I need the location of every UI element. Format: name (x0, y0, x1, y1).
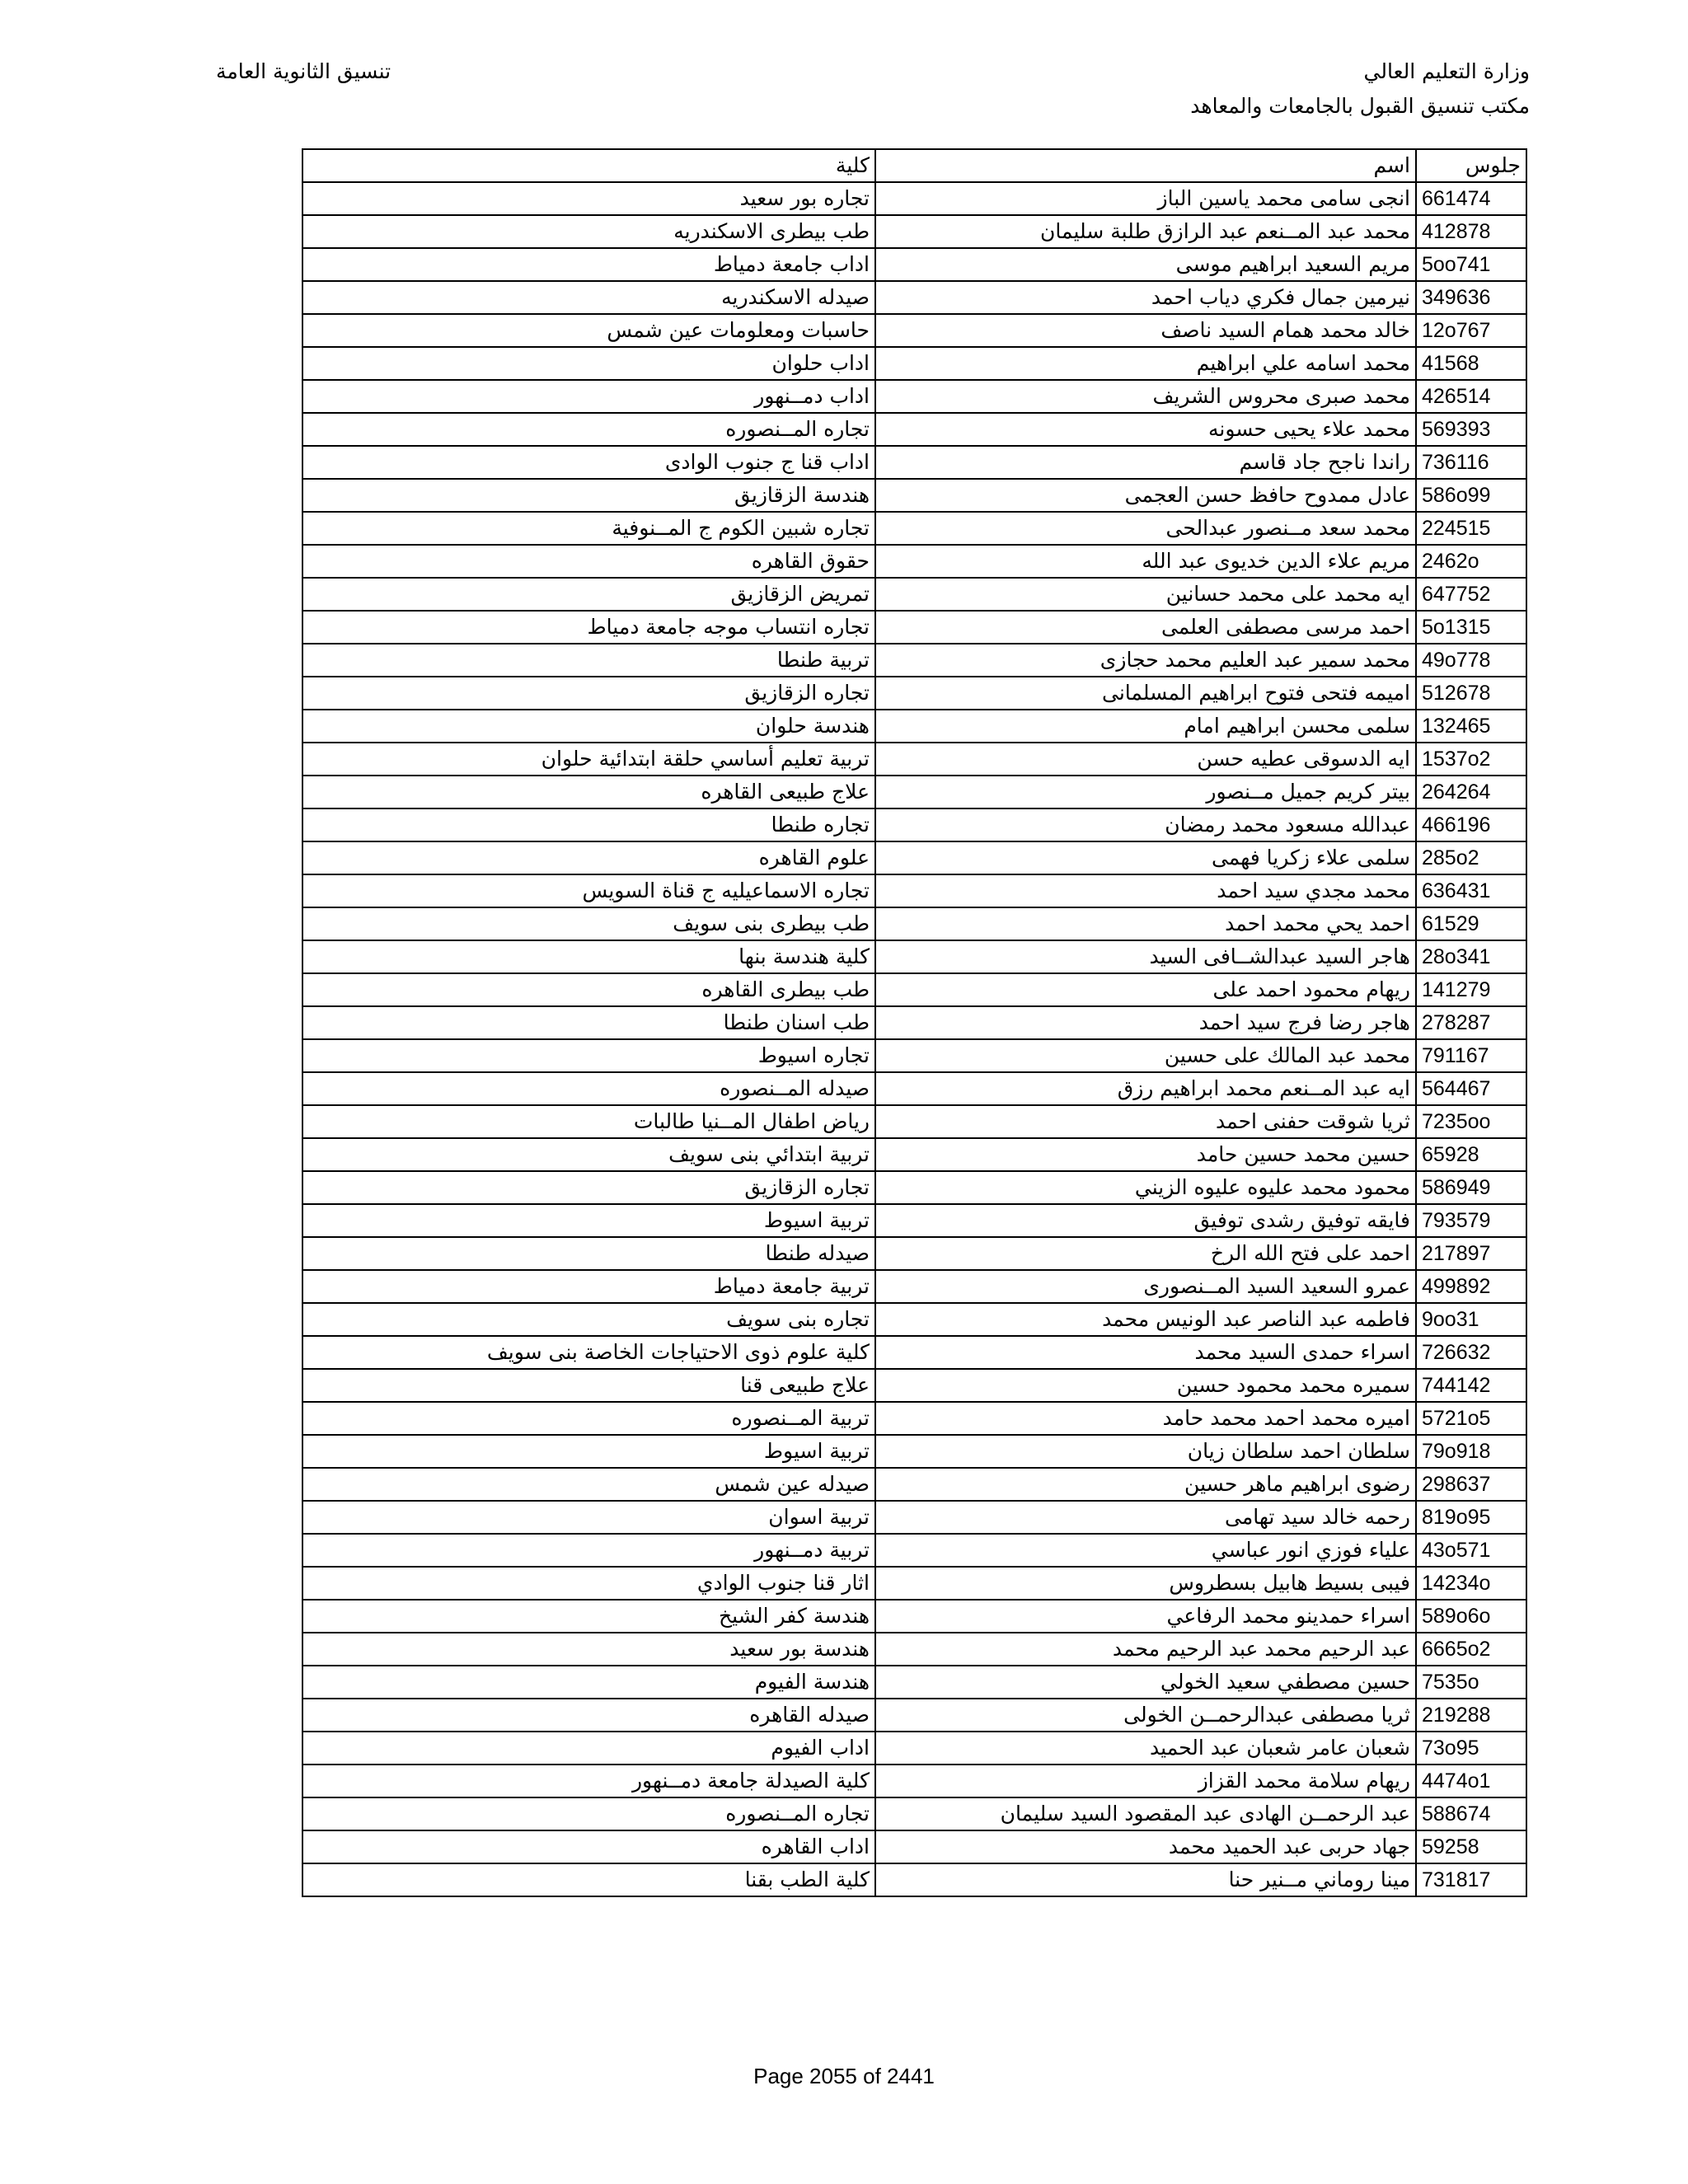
table-row (302, 776, 1526, 808)
table-row (302, 1270, 1526, 1303)
seat-number-cell: 59258 (1416, 1830, 1526, 1863)
table-row (302, 1732, 1526, 1765)
table-row (302, 347, 1526, 380)
student-name-cell: محمد صبرى محروس الشريف (875, 380, 1416, 413)
student-name-cell: بيتر كريم جميل مــنصور (875, 776, 1416, 808)
table-header-row (302, 149, 1526, 182)
seat-number-cell: 49o778 (1416, 644, 1526, 677)
table-row (302, 1336, 1526, 1369)
faculty-cell: اداب قنا ج جنوب الوادى (302, 446, 875, 479)
seat-number-cell: 43o571 (1416, 1534, 1526, 1567)
seat-number-cell: 744142 (1416, 1369, 1526, 1402)
student-name-cell: جهاد حربى عبد الحميد محمد (875, 1830, 1416, 1863)
seat-number-cell: 5721o5 (1416, 1402, 1526, 1435)
seat-number-cell: 586949 (1416, 1171, 1526, 1204)
seat-number-cell: 512678 (1416, 677, 1526, 710)
faculty-cell: تربية دمــنهور (302, 1534, 875, 1567)
student-name-cell: رحمه خالد سيد تهامى (875, 1501, 1416, 1534)
student-name-cell: علياء فوزي انور عباسي (875, 1534, 1416, 1567)
student-name-cell: محمد علاء يحيى حسونه (875, 413, 1416, 446)
table-row (302, 841, 1526, 874)
table-row (302, 446, 1526, 479)
faculty-cell: تربية ابتدائي بنى سويف (302, 1138, 875, 1171)
student-name-cell: احمد مرسى مصطفى العلمى (875, 611, 1416, 644)
table-row (302, 1501, 1526, 1534)
faculty-cell: تمريض الزقازيق (302, 578, 875, 611)
faculty-cell: تجاره بور سعيد (302, 182, 875, 215)
seat-number-cell: 224515 (1416, 512, 1526, 545)
seat-number-cell: 499892 (1416, 1270, 1526, 1303)
faculty-cell: حقوق القاهره (302, 545, 875, 578)
student-name-cell: عبد الرحمــن الهادى عبد المقصود السيد سليمان (875, 1797, 1416, 1830)
student-name-cell: عبدالله مسعود محمد رمضان (875, 808, 1416, 841)
student-name-cell: محمد مجدي سيد احمد (875, 874, 1416, 907)
seat-number-cell: 791167 (1416, 1039, 1526, 1072)
student-name-cell: ثريا مصطفى عبدالرحمــن الخولى (875, 1699, 1416, 1732)
table-row (302, 1468, 1526, 1501)
seat-number-cell: 298637 (1416, 1468, 1526, 1501)
seat-number-cell: 426514 (1416, 380, 1526, 413)
table-row (302, 182, 1526, 215)
faculty-cell: تربية جامعة دمياط (302, 1270, 875, 1303)
table-row (302, 1402, 1526, 1435)
table-row (302, 1303, 1526, 1336)
faculty-cell: تجاره المــنصوره (302, 413, 875, 446)
faculty-cell: حاسبات ومعلومات عين شمس (302, 314, 875, 347)
seat-number-cell: 132465 (1416, 710, 1526, 743)
student-name-cell: محمد عبد المــنعم عبد الرازق طلبة سليمان (875, 215, 1416, 248)
column-header-name: اسم (875, 149, 1416, 182)
faculty-cell: رياض اطفال المــنيا طالبات (302, 1105, 875, 1138)
student-name-cell: محمد سعد مــنصور عبدالحى (875, 512, 1416, 545)
table-row (302, 1006, 1526, 1039)
student-name-cell: رضوى ابراهيم ماهر حسين (875, 1468, 1416, 1501)
table-row (302, 1600, 1526, 1633)
faculty-cell: تجاره المــنصوره (302, 1797, 875, 1830)
faculty-cell: كلية الطب بقنا (302, 1863, 875, 1896)
seat-number-cell: 217897 (1416, 1237, 1526, 1270)
faculty-cell: صيدله عين شمس (302, 1468, 875, 1501)
student-name-cell: ايه عبد المــنعم محمد ابراهيم رزق (875, 1072, 1416, 1105)
faculty-cell: كلية علوم ذوى الاحتياجات الخاصة بنى سويف (302, 1336, 875, 1369)
document-title: تنسيق الثانوية العامة (216, 59, 392, 83)
table-row (302, 874, 1526, 907)
student-name-cell: ايه محمد على محمد حسانين (875, 578, 1416, 611)
faculty-cell: اداب القاهره (302, 1830, 875, 1863)
table-row (302, 1830, 1526, 1863)
seat-number-cell: 264264 (1416, 776, 1526, 808)
seat-number-cell: 5o1315 (1416, 611, 1526, 644)
faculty-cell: هندسة بور سعيد (302, 1633, 875, 1666)
student-name-cell: اميره محمد احمد محمد حامد (875, 1402, 1416, 1435)
faculty-cell: تجاره طنطا (302, 808, 875, 841)
faculty-cell: تجاره بنى سويف (302, 1303, 875, 1336)
faculty-cell: طب بيطرى القاهره (302, 973, 875, 1006)
faculty-cell: علاج طبيعى قنا (302, 1369, 875, 1402)
student-name-cell: ثريا شوقت حفنى احمد (875, 1105, 1416, 1138)
faculty-cell: اداب حلوان (302, 347, 875, 380)
seat-number-cell: 7535o (1416, 1666, 1526, 1699)
faculty-cell: هندسة الفيوم (302, 1666, 875, 1699)
faculty-cell: اثار قنا جنوب الوادي (302, 1567, 875, 1600)
faculty-cell: هندسة كفر الشيخ (302, 1600, 875, 1633)
table-row (302, 413, 1526, 446)
faculty-cell: طب بيطرى الاسكندريه (302, 215, 875, 248)
seat-number-cell: 349636 (1416, 281, 1526, 314)
faculty-cell: صيدله المــنصوره (302, 1072, 875, 1105)
student-name-cell: عادل ممدوح حافظ حسن العجمى (875, 479, 1416, 512)
student-name-cell: فاطمه عبد الناصر عبد الونيس محمد (875, 1303, 1416, 1336)
seat-number-cell: 564467 (1416, 1072, 1526, 1105)
faculty-cell: كلية الصيدلة جامعة دمــنهور (302, 1765, 875, 1797)
table-row (302, 1435, 1526, 1468)
seat-number-cell: 61529 (1416, 907, 1526, 940)
seat-number-cell: 4474o1 (1416, 1765, 1526, 1797)
faculty-cell: تجاره الزقازيق (302, 1171, 875, 1204)
ministry-name: وزارة التعليم العالي (1363, 59, 1530, 83)
faculty-cell: تجاره الزقازيق (302, 677, 875, 710)
faculty-cell: تربية طنطا (302, 644, 875, 677)
seat-number-cell: 7235oo (1416, 1105, 1526, 1138)
seat-number-cell: 2462o (1416, 545, 1526, 578)
seat-number-cell: 278287 (1416, 1006, 1526, 1039)
faculty-cell: هندسة الزقازيق (302, 479, 875, 512)
student-name-cell: سميره محمد محمود حسين (875, 1369, 1416, 1402)
student-name-cell: محمد سمير عبد العليم محمد حجازى (875, 644, 1416, 677)
seat-number-cell: 9oo31 (1416, 1303, 1526, 1336)
table-row (302, 215, 1526, 248)
table-row (302, 248, 1526, 281)
student-name-cell: اميمه فتحى فتوح ابراهيم المسلمانى (875, 677, 1416, 710)
seat-number-cell: 141279 (1416, 973, 1526, 1006)
faculty-cell: تربية اسوان (302, 1501, 875, 1534)
faculty-cell: اداب دمــنهور (302, 380, 875, 413)
faculty-cell: اداب الفيوم (302, 1732, 875, 1765)
seat-number-cell: 65928 (1416, 1138, 1526, 1171)
seat-number-cell: 466196 (1416, 808, 1526, 841)
student-name-cell: محمود محمد عليوه عليوه الزيني (875, 1171, 1416, 1204)
seat-number-cell: 736116 (1416, 446, 1526, 479)
faculty-cell: تجاره انتساب موجه جامعة دمياط (302, 611, 875, 644)
table-row (302, 380, 1526, 413)
faculty-cell: تجاره اسيوط (302, 1039, 875, 1072)
faculty-cell: تجاره شبين الكوم ج المــنوفية (302, 512, 875, 545)
faculty-cell: علوم القاهره (302, 841, 875, 874)
table-row (302, 1797, 1526, 1830)
faculty-cell: تجاره الاسماعيليه ج قناة السويس (302, 874, 875, 907)
table-row (302, 973, 1526, 1006)
student-name-cell: نيرمين جمال فكري دياب احمد (875, 281, 1416, 314)
student-name-cell: هاجر رضا فرج سيد احمد (875, 1006, 1416, 1039)
student-name-cell: مينا روماني مــنير حنا (875, 1863, 1416, 1896)
table-row (302, 1863, 1526, 1896)
student-name-cell: سلطان احمد سلطان زيان (875, 1435, 1416, 1468)
table-row (302, 1699, 1526, 1732)
faculty-cell: صيدله القاهره (302, 1699, 875, 1732)
student-name-cell: عمرو السعيد السيد المــنصورى (875, 1270, 1416, 1303)
student-name-cell: اسراء حمدينو محمد الرفاعي (875, 1600, 1416, 1633)
student-name-cell: اسراء حمدى السيد محمد (875, 1336, 1416, 1369)
table-row (302, 611, 1526, 644)
seat-number-cell: 28o341 (1416, 940, 1526, 973)
seat-number-cell: 661474 (1416, 182, 1526, 215)
column-header-seat: جلوس (1416, 149, 1526, 182)
seat-number-cell: 5oo741 (1416, 248, 1526, 281)
table-row (302, 907, 1526, 940)
seat-number-cell: 819o95 (1416, 1501, 1526, 1534)
student-name-cell: مريم السعيد ابراهيم موسى (875, 248, 1416, 281)
student-name-cell: ريهام محمود احمد على (875, 973, 1416, 1006)
table-row (302, 281, 1526, 314)
faculty-cell: طب بيطرى بنى سويف (302, 907, 875, 940)
student-name-cell: ايه الدسوقى عطيه حسن (875, 743, 1416, 776)
table-row (302, 710, 1526, 743)
seat-number-cell: 647752 (1416, 578, 1526, 611)
student-name-cell: سلمى محسن ابراهيم امام (875, 710, 1416, 743)
faculty-cell: كلية هندسة بنها (302, 940, 875, 973)
seat-number-cell: 1537o2 (1416, 743, 1526, 776)
office-name: مكتب تنسيق القبول بالجامعات والمعاهد (1190, 94, 1530, 118)
student-name-cell: شعبان عامر شعبان عبد الحميد (875, 1732, 1416, 1765)
seat-number-cell: 589o6o (1416, 1600, 1526, 1633)
table-row (302, 1567, 1526, 1600)
student-name-cell: فايقه توفيق رشدى توفيق (875, 1204, 1416, 1237)
table-row (302, 1534, 1526, 1567)
seat-number-cell: 726632 (1416, 1336, 1526, 1369)
seat-number-cell: 793579 (1416, 1204, 1526, 1237)
table-row (302, 314, 1526, 347)
student-name-cell: محمد اسامه علي ابراهيم (875, 347, 1416, 380)
results-table (302, 148, 1527, 1897)
table-row (302, 1204, 1526, 1237)
faculty-cell: اداب جامعة دمياط (302, 248, 875, 281)
faculty-cell: تربية اسيوط (302, 1435, 875, 1468)
table-row (302, 743, 1526, 776)
seat-number-cell: 731817 (1416, 1863, 1526, 1896)
student-name-cell: احمد يحي محمد احمد (875, 907, 1416, 940)
student-name-cell: ريهام سلامة محمد القزاز (875, 1765, 1416, 1797)
table-row (302, 1072, 1526, 1105)
student-name-cell: خالد محمد همام السيد ناصف (875, 314, 1416, 347)
student-name-cell: محمد عبد المالك على حسين (875, 1039, 1416, 1072)
seat-number-cell: 636431 (1416, 874, 1526, 907)
table-row (302, 1369, 1526, 1402)
table-row (302, 479, 1526, 512)
table-row (302, 1765, 1526, 1797)
table-row (302, 1666, 1526, 1699)
seat-number-cell: 41568 (1416, 347, 1526, 380)
table-row (302, 578, 1526, 611)
seat-number-cell: 79o918 (1416, 1435, 1526, 1468)
faculty-cell: هندسة حلوان (302, 710, 875, 743)
faculty-cell: تربية اسيوط (302, 1204, 875, 1237)
table-row (302, 1237, 1526, 1270)
faculty-cell: تربية تعليم أساسي حلقة ابتدائية حلوان (302, 743, 875, 776)
table-row (302, 1105, 1526, 1138)
student-name-cell: عبد الرحيم محمد عبد الرحيم محمد (875, 1633, 1416, 1666)
column-header-faculty: كلية (302, 149, 875, 182)
student-name-cell: مريم علاء الدين خديوى عبد الله (875, 545, 1416, 578)
student-name-cell: فيبى بسيط هابيل بسطروس (875, 1567, 1416, 1600)
page-number: Page 2055 of 2441 (753, 2064, 935, 2088)
faculty-cell: صيدله الاسكندريه (302, 281, 875, 314)
student-name-cell: حسين مصطفي سعيد الخولي (875, 1666, 1416, 1699)
student-name-cell: احمد على فتح الله الرخ (875, 1237, 1416, 1270)
table-row (302, 512, 1526, 545)
table-row (302, 1039, 1526, 1072)
seat-number-cell: 14234o (1416, 1567, 1526, 1600)
faculty-cell: علاج طبيعى القاهره (302, 776, 875, 808)
student-name-cell: سلمى علاء زكريا فهمى (875, 841, 1416, 874)
faculty-cell: صيدله طنطا (302, 1237, 875, 1270)
seat-number-cell: 12o767 (1416, 314, 1526, 347)
seat-number-cell: 6665o2 (1416, 1633, 1526, 1666)
student-name-cell: حسين محمد حسين حامد (875, 1138, 1416, 1171)
faculty-cell: طب اسنان طنطا (302, 1006, 875, 1039)
table-row (302, 808, 1526, 841)
seat-number-cell: 588674 (1416, 1797, 1526, 1830)
table-row (302, 545, 1526, 578)
table-row (302, 644, 1526, 677)
table-row (302, 677, 1526, 710)
table-row (302, 1633, 1526, 1666)
seat-number-cell: 73o95 (1416, 1732, 1526, 1765)
student-name-cell: راندا ناجح جاد قاسم (875, 446, 1416, 479)
seat-number-cell: 285o2 (1416, 841, 1526, 874)
faculty-cell: تربية المــنصوره (302, 1402, 875, 1435)
table-row (302, 1171, 1526, 1204)
student-name-cell: هاجر السيد عبدالشــافى السيد (875, 940, 1416, 973)
seat-number-cell: 412878 (1416, 215, 1526, 248)
student-name-cell: انجى سامى محمد ياسين الباز (875, 182, 1416, 215)
seat-number-cell: 569393 (1416, 413, 1526, 446)
table-row (302, 1138, 1526, 1171)
table-row (302, 940, 1526, 973)
seat-number-cell: 586o99 (1416, 479, 1526, 512)
seat-number-cell: 219288 (1416, 1699, 1526, 1732)
